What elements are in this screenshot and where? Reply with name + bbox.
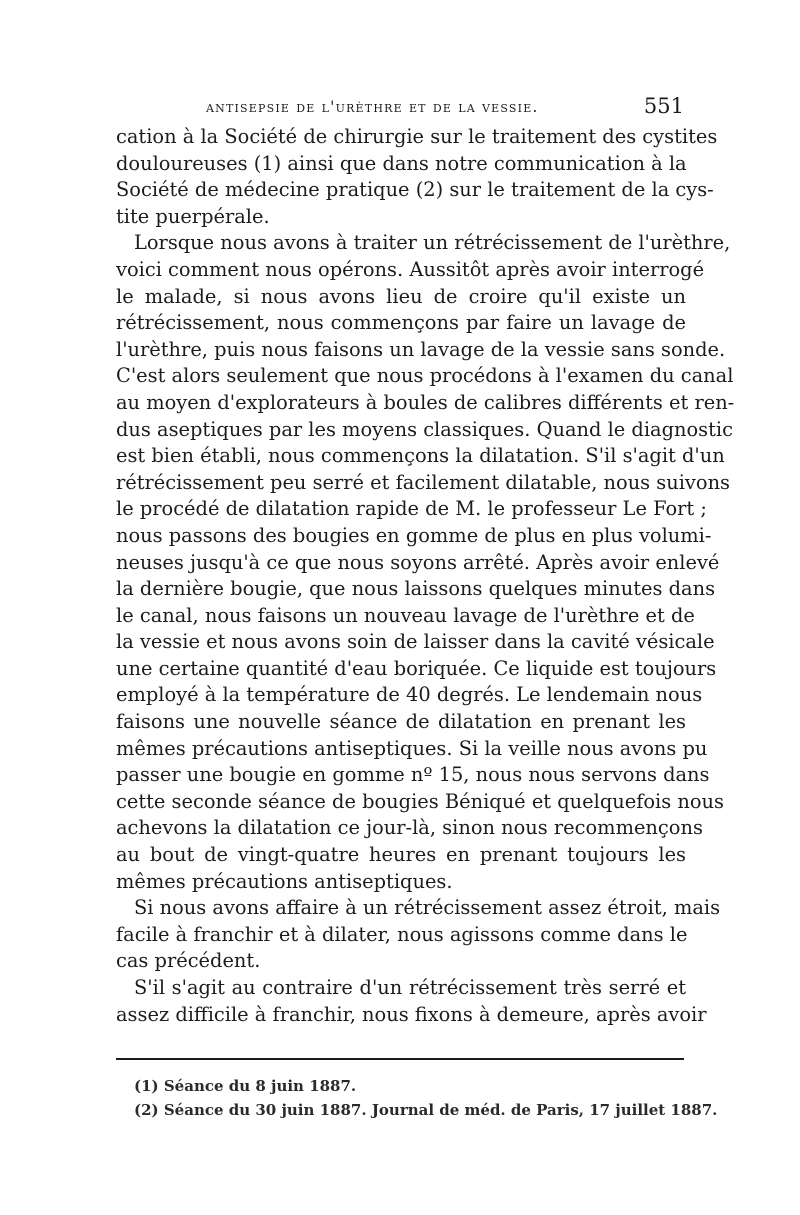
text-line: Société de médecine pratique (2) sur le traitement de la cys- [116,178,714,202]
paragraph-first-line: Si nous avons affaire à un rétrécissement assez étroit, mais [134,896,721,920]
text-line: au moyen d'explorateurs à boules de calibres différents et ren- [116,390,735,414]
text-line: C'est alors seulement que nous procédons à l'examen du canal [116,364,734,388]
text-line: au bout de vingt-quatre heures en prenant toujours les [116,843,686,867]
text-line: nous passons des bougies en gomme de plus en plus volumi- [116,523,712,547]
footnote-rule [116,1058,684,1060]
running-title: antisepsie de l'urèthre et de la vessie. [206,98,539,116]
text-line: cette seconde séance de bougies Béniqué et quelquefois nous [116,789,724,813]
text-line: le malade, si nous avons lieu de croire qu'il existe un [116,284,686,308]
page-number: 551 [643,94,684,118]
text-line: le procédé de dilatation rapide de M. le professeur Le Fort ; [116,497,707,521]
text-line: assez difficile à franchir, nous fixons à demeure, après avoir [116,1002,707,1026]
paragraph-first-line: S'il s'agit au contraire d'un rétrécissement très serré et [134,976,686,999]
text-line: voici comment nous opérons. Aussitôt après avoir interrogé [116,257,705,281]
text-line: rétrécissement peu serré et facilement dilatable, nous suivons [116,470,731,494]
text-line: tite puerpérale. [116,204,270,228]
text-line: la dernière bougie, que nous laissons quelques minutes dans [116,577,716,601]
text-line: rétrécissement, nous commençons par faire un lavage de [116,311,686,335]
paragraph-first-line: Lorsque nous avons à traiter un rétrécissement de l'urèthre, [134,231,731,255]
text-line: douloureuses (1) ainsi que dans notre communication à la [116,151,687,175]
text-line: la vessie et nous avons soin de laisser dans la cavité vésicale [116,630,715,654]
text-line: mêmes précautions antiseptiques. [116,869,453,893]
text-line: cas précédent. [116,949,261,973]
text-line: neuses jusqu'à ce que nous soyons arrêté. Après avoir enlevé [116,550,720,574]
text-line: achevons la dilatation ce jour-là, sinon nous recommençons [116,816,703,840]
text-line: l'urèthre, puis nous faisons un lavage de la vessie sans sonde. [116,337,726,361]
footnote-2: (2) Séance du 30 juin 1887. Journal de méd. de Paris, 17 juillet 1887. [134,1101,718,1119]
running-head [118,94,684,124]
text-line: est bien établi, nous commençons la dilatation. S'il s'agit d'un [116,444,725,468]
body-text [116,124,735,1028]
text-line: employé à la température de 40 degrés. Le lendemain nous [116,683,703,707]
text-line: cation à la Société de chirurgie sur le traitement des cystites [116,125,718,148]
text-line: facile à franchir et à dilater, nous agissons comme dans le [116,922,688,946]
text-line: une certaine quantité d'eau boriquée. Ce liquide est toujours [116,656,717,680]
text-line: passer une bougie en gomme nº 15, nous nous servons dans [116,763,710,787]
footnotes [134,1074,718,1122]
text-line: mêmes précautions antiseptiques. Si la veille nous avons pu [116,736,708,760]
text-line: dus aseptiques par les moyens classiques. Quand le diagnostic [116,417,733,441]
text-line: le canal, nous faisons un nouveau lavage de l'urèthre et de [116,603,695,627]
text-line: faisons une nouvelle séance de dilatation en prenant les [116,710,686,734]
footnote-1: (1) Séance du 8 juin 1887. [134,1077,357,1095]
